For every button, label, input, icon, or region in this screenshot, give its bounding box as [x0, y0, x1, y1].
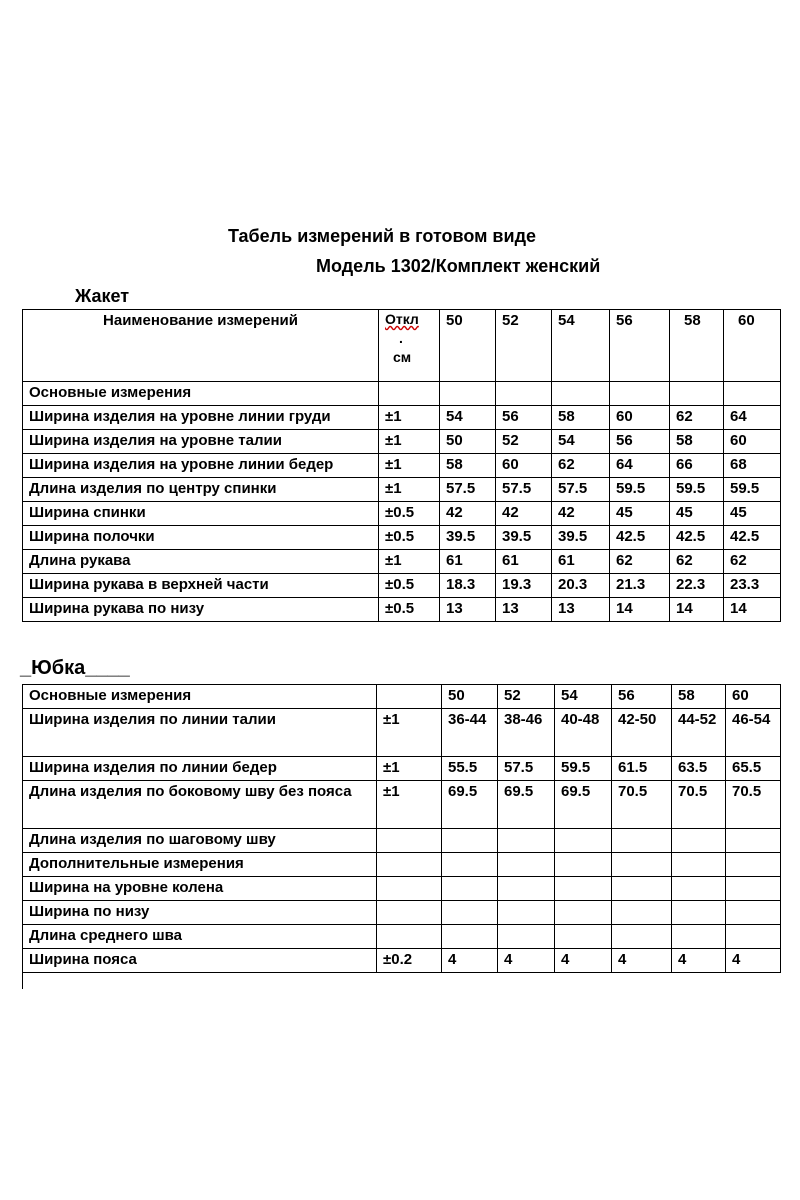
table-row — [23, 781, 781, 829]
tolerance-cell: ±0.5 — [379, 574, 440, 598]
measurement-name: Ширина пояса — [23, 949, 377, 973]
size-value-cell: 23.3 — [724, 574, 781, 598]
jacket-measurements-table — [22, 309, 781, 622]
size-value-cell: 65.5 — [726, 757, 781, 781]
size-value-cell — [612, 829, 672, 853]
tolerance-cell: ±1 — [379, 478, 440, 502]
tolerance-cell — [377, 685, 442, 709]
size-value-cell: 60 — [496, 454, 552, 478]
size-value-cell: 4 — [555, 949, 612, 973]
size-value-cell: 18.3 — [440, 574, 496, 598]
measurement-name: Дополнительные измерения — [23, 853, 377, 877]
measurement-name: Длина изделия по боковому шву без пояса — [23, 781, 377, 829]
size-value-cell: 58 — [672, 685, 726, 709]
table-row — [23, 406, 781, 430]
measurement-name: Ширина рукава по низу — [23, 598, 379, 622]
table-row — [23, 382, 781, 406]
size-value-cell: 62 — [724, 550, 781, 574]
skirt-section-label: _Юбка____ — [20, 657, 130, 679]
size-value-cell: 62 — [552, 454, 610, 478]
size-value-cell: 59.5 — [555, 757, 612, 781]
size-value-cell: 50 — [440, 430, 496, 454]
document-title: Табель измерений в готовом виде — [228, 226, 537, 246]
table-row — [23, 685, 781, 709]
size-value-cell: 42 — [552, 502, 610, 526]
size-value-cell — [726, 829, 781, 853]
header-measurement-name: Наименование измерений — [23, 310, 379, 382]
table-row — [23, 598, 781, 622]
size-value-cell: 59.5 — [670, 478, 724, 502]
size-value-cell: 45 — [670, 502, 724, 526]
measurement-name: Ширина по низу — [23, 901, 377, 925]
size-value-cell: 60 — [610, 406, 670, 430]
tolerance-cell — [377, 829, 442, 853]
size-value-cell — [726, 901, 781, 925]
size-value-cell: 42 — [440, 502, 496, 526]
tolerance-cell — [379, 382, 440, 406]
size-value-cell — [498, 901, 555, 925]
table-row — [23, 949, 781, 973]
size-value-cell — [552, 382, 610, 406]
header-size: 60 — [724, 310, 781, 382]
table-row — [23, 430, 781, 454]
size-value-cell: 62 — [670, 550, 724, 574]
size-value-cell: 14 — [610, 598, 670, 622]
size-value-cell — [442, 829, 498, 853]
size-value-cell: 61 — [440, 550, 496, 574]
tolerance-cell: ±1 — [377, 781, 442, 829]
size-value-cell: 60 — [726, 685, 781, 709]
size-value-cell: 14 — [724, 598, 781, 622]
table-row — [23, 526, 781, 550]
header-tolerance-line1: Откл — [385, 311, 419, 327]
tolerance-cell: ±0.5 — [379, 598, 440, 622]
size-value-cell: 58 — [670, 430, 724, 454]
size-value-cell: 66 — [670, 454, 724, 478]
size-value-cell — [672, 829, 726, 853]
size-value-cell: 59.5 — [610, 478, 670, 502]
size-value-cell — [498, 877, 555, 901]
size-value-cell: 58 — [440, 454, 496, 478]
size-value-cell: 36-44 — [442, 709, 498, 757]
size-value-cell: 20.3 — [552, 574, 610, 598]
size-value-cell — [442, 901, 498, 925]
measurement-name: Ширина изделия по линии талии — [23, 709, 377, 757]
size-value-cell — [498, 853, 555, 877]
size-value-cell — [724, 382, 781, 406]
size-value-cell — [672, 877, 726, 901]
table-row — [23, 829, 781, 853]
tolerance-cell — [377, 925, 442, 949]
table-row — [23, 502, 781, 526]
measurement-name: Ширина рукава в верхней части — [23, 574, 379, 598]
size-value-cell: 69.5 — [555, 781, 612, 829]
tolerance-cell: ±0.5 — [379, 526, 440, 550]
measurement-name: Ширина спинки — [23, 502, 379, 526]
measurement-name: Ширина изделия на уровне линии груди — [23, 406, 379, 430]
size-value-cell: 42.5 — [724, 526, 781, 550]
table-row — [23, 709, 781, 757]
header-size: 56 — [610, 310, 670, 382]
size-value-cell: 42 — [496, 502, 552, 526]
size-value-cell: 22.3 — [670, 574, 724, 598]
tolerance-cell: ±1 — [377, 709, 442, 757]
size-value-cell: 61 — [496, 550, 552, 574]
size-value-cell: 40-48 — [555, 709, 612, 757]
size-value-cell — [726, 877, 781, 901]
header-size: 58 — [670, 310, 724, 382]
size-value-cell: 57.5 — [440, 478, 496, 502]
size-value-cell: 55.5 — [442, 757, 498, 781]
size-value-cell — [440, 382, 496, 406]
model-subtitle: Модель 1302/Комплект женский — [316, 256, 601, 276]
header-size: 52 — [496, 310, 552, 382]
size-value-cell — [496, 382, 552, 406]
table-row — [23, 478, 781, 502]
size-value-cell: 42.5 — [670, 526, 724, 550]
size-value-cell: 57.5 — [552, 478, 610, 502]
size-value-cell: 42-50 — [612, 709, 672, 757]
size-value-cell: 61.5 — [612, 757, 672, 781]
size-value-cell — [612, 853, 672, 877]
table-row — [23, 877, 781, 901]
table-row — [23, 454, 781, 478]
table-row — [23, 574, 781, 598]
size-value-cell: 54 — [555, 685, 612, 709]
header-tolerance — [379, 310, 440, 382]
size-value-cell: 56 — [496, 406, 552, 430]
table-header-row — [23, 310, 781, 382]
size-value-cell: 62 — [610, 550, 670, 574]
size-value-cell: 21.3 — [610, 574, 670, 598]
size-value-cell: 69.5 — [442, 781, 498, 829]
size-value-cell: 62 — [670, 406, 724, 430]
tolerance-cell — [377, 877, 442, 901]
size-value-cell: 70.5 — [612, 781, 672, 829]
jacket-section-label: Жакет — [75, 286, 130, 306]
size-value-cell: 46-54 — [726, 709, 781, 757]
measurement-name: Длина среднего шва — [23, 925, 377, 949]
size-value-cell: 59.5 — [724, 478, 781, 502]
size-value-cell: 63.5 — [672, 757, 726, 781]
size-value-cell — [612, 925, 672, 949]
size-value-cell — [610, 382, 670, 406]
size-value-cell — [442, 877, 498, 901]
size-value-cell — [726, 853, 781, 877]
size-value-cell: 68 — [724, 454, 781, 478]
size-value-cell: 64 — [724, 406, 781, 430]
size-value-cell: 4 — [672, 949, 726, 973]
size-value-cell — [672, 925, 726, 949]
measurement-name: Ширина изделия на уровне талии — [23, 430, 379, 454]
size-value-cell — [555, 877, 612, 901]
size-value-cell: 56 — [612, 685, 672, 709]
size-value-cell: 60 — [724, 430, 781, 454]
size-value-cell — [612, 901, 672, 925]
header-tolerance-line2: . — [399, 330, 403, 346]
size-value-cell: 69.5 — [498, 781, 555, 829]
tolerance-cell — [377, 901, 442, 925]
size-value-cell: 57.5 — [496, 478, 552, 502]
table-row — [23, 550, 781, 574]
size-value-cell — [555, 925, 612, 949]
size-value-cell: 70.5 — [672, 781, 726, 829]
size-value-cell: 57.5 — [498, 757, 555, 781]
size-value-cell — [612, 877, 672, 901]
size-value-cell: 13 — [496, 598, 552, 622]
size-value-cell: 52 — [498, 685, 555, 709]
size-value-cell: 54 — [440, 406, 496, 430]
tolerance-cell: ±1 — [377, 757, 442, 781]
size-value-cell: 52 — [496, 430, 552, 454]
size-value-cell: 39.5 — [552, 526, 610, 550]
measurement-name: Ширина полочки — [23, 526, 379, 550]
size-value-cell — [555, 853, 612, 877]
measurement-name: Длина изделия по центру спинки — [23, 478, 379, 502]
measurement-name: Длина изделия по шаговому шву — [23, 829, 377, 853]
size-value-cell — [442, 853, 498, 877]
measurement-name: Ширина изделия по линии бедер — [23, 757, 377, 781]
size-value-cell: 64 — [610, 454, 670, 478]
size-value-cell: 4 — [442, 949, 498, 973]
tolerance-cell: ±0.5 — [379, 502, 440, 526]
size-value-cell: 19.3 — [496, 574, 552, 598]
size-value-cell — [498, 925, 555, 949]
size-value-cell: 70.5 — [726, 781, 781, 829]
size-value-cell: 4 — [726, 949, 781, 973]
table-row — [23, 757, 781, 781]
tolerance-cell: ±1 — [379, 550, 440, 574]
measurement-name: Основные измерения — [23, 685, 377, 709]
header-size: 54 — [552, 310, 610, 382]
size-value-cell — [555, 901, 612, 925]
size-value-cell: 13 — [552, 598, 610, 622]
size-value-cell: 42.5 — [610, 526, 670, 550]
size-value-cell — [672, 901, 726, 925]
size-value-cell — [555, 829, 612, 853]
tolerance-cell: ±1 — [379, 406, 440, 430]
table-row — [23, 853, 781, 877]
table-row — [23, 901, 781, 925]
table-row — [23, 925, 781, 949]
size-value-cell: 13 — [440, 598, 496, 622]
size-value-cell — [726, 925, 781, 949]
size-value-cell: 45 — [610, 502, 670, 526]
tolerance-cell: ±1 — [379, 454, 440, 478]
size-value-cell: 14 — [670, 598, 724, 622]
size-value-cell: 4 — [498, 949, 555, 973]
size-value-cell: 61 — [552, 550, 610, 574]
text-cursor — [22, 969, 23, 989]
measurement-name: Основные измерения — [23, 382, 379, 406]
size-value-cell — [670, 382, 724, 406]
size-value-cell: 58 — [552, 406, 610, 430]
header-tolerance-line3: см — [393, 349, 412, 365]
measurement-name: Ширина на уровне колена — [23, 877, 377, 901]
size-value-cell: 38-46 — [498, 709, 555, 757]
size-value-cell: 56 — [610, 430, 670, 454]
size-value-cell — [498, 829, 555, 853]
tolerance-cell: ±1 — [379, 430, 440, 454]
size-value-cell: 45 — [724, 502, 781, 526]
tolerance-cell — [377, 853, 442, 877]
size-value-cell — [672, 853, 726, 877]
size-value-cell: 4 — [612, 949, 672, 973]
size-value-cell: 50 — [442, 685, 498, 709]
size-value-cell: 39.5 — [440, 526, 496, 550]
skirt-measurements-table — [22, 684, 781, 973]
measurement-name: Длина рукава — [23, 550, 379, 574]
size-value-cell: 44-52 — [672, 709, 726, 757]
size-value-cell — [442, 925, 498, 949]
size-value-cell: 39.5 — [496, 526, 552, 550]
measurement-name: Ширина изделия на уровне линии бедер — [23, 454, 379, 478]
tolerance-cell: ±0.2 — [377, 949, 442, 973]
size-value-cell: 54 — [552, 430, 610, 454]
header-size: 50 — [440, 310, 496, 382]
